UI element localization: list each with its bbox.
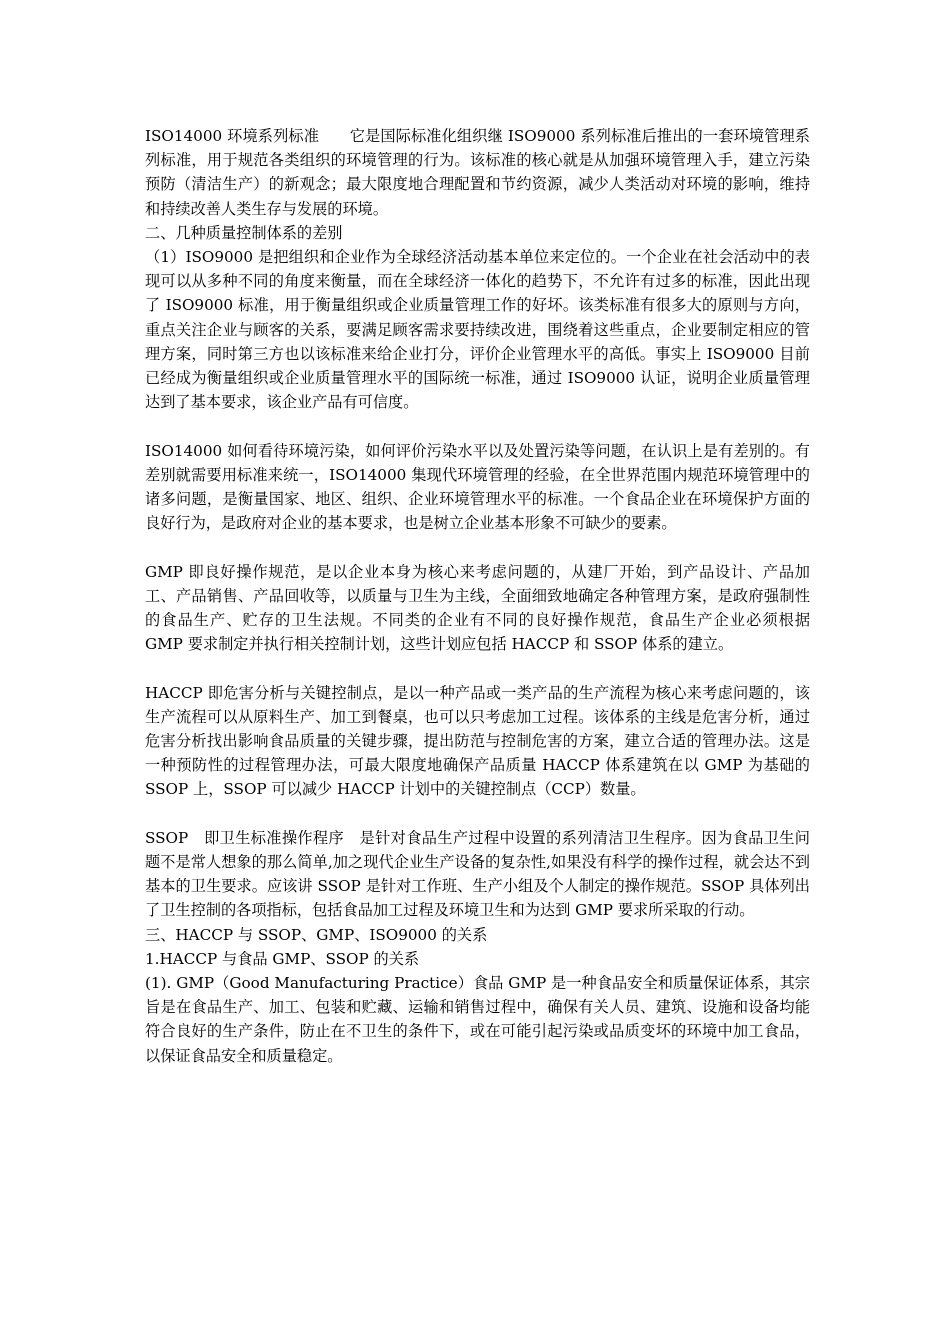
paragraph-spacer [145, 535, 810, 559]
paragraph-gmp: GMP 即良好操作规范，是以企业本身为核心来考虑问题的，从建厂开始，到产品设计、产品加工、产品销售、产品回收等，以质量与卫生为主线，全面细致地确定各种管理方案，是政府强制性的食品生产、贮存的卫生法规。不同类的企业有不同的良好操作规范，食品生产企业必须根据 GMP 要求制定并执行相关控制计划，这些计划应包括 HACCP 和 SSOP 体系的建立。 [145, 562, 810, 654]
subsection-heading-haccp-gmp-ssop: 1.HACCP 与食品 GMP、SSOP 的关系 [145, 949, 420, 968]
paragraph-gmp-definition: (1). GMP（Good Manufacturing Practice）食品 GMP 是一种食品安全和质量保证体系，其宗旨是在食品生产、加工、包装和贮藏、运输和销售过程中，确保有关人员、建筑、设施和设备均能符合良好的生产条件，防止在不卫生的条件下，或在可能引起污染或品质变坏的环境中加工食品，以保证食品安全和质量稳定。 [145, 974, 810, 1065]
paragraph-haccp: HACCP 即危害分析与关键控制点，是以一种产品或一类产品的生产流程为核心来考虑问题的，该生产流程可以从原料生产、加工到餐桌，也可以只考虑加工过程。该体系的主线是危害分析，通过危害分析找出影响食品质量的关键步骤，提出防范与控制危害的方案，建立合适的管理办法。这是一种预防性的过程管理办法，可最大限度地确保产品质量 HACCP 体系建筑在以 GMP 为基础的 SSOP 上，SSOP 可以减少 HACCP 计划中的关键控制点（CCP）数量。 [145, 683, 810, 799]
paragraph-iso14000-intro: ISO14000 环境系列标准 它是国际标准化组织继 ISO9000 系列标准后推出的一套环境管理系列标准，用于规范各类组织的环境管理的行为。该标准的核心就是从加强环境管理入手，建立污染预防（清洁生产）的新观念；最大限度地合理配置和节约资源，减少人类活动对环境的影响，维持和持续改善人类生存与发展的环境。 [145, 127, 810, 218]
document-body [145, 124, 810, 1068]
section-heading-differences: 二、几种质量控制体系的差别 [145, 223, 343, 242]
section-heading-relationship: 三、HACCP 与 SSOP、GMP、ISO9000 的关系 [145, 925, 488, 944]
paragraph-ssop: SSOP 即卫生标准操作程序 是针对食品生产过程中设置的系列清洁卫生程序。因为食品卫生问题不是常人想象的那么简单,加之现代企业生产设备的复杂性,如果没有科学的操作过程，就会达不到基本的卫生要求。应该讲 SSOP 是针对工作班、生产小组及个人制定的操作规范。SSOP 具体列出了卫生控制的各项指标，包括食品加工过程及环境卫生和为达到 GMP 要求所采取的行动。 [145, 828, 810, 920]
paragraph-spacer [145, 802, 810, 826]
paragraph-iso14000: ISO14000 如何看待环境污染，如何评价污染水平以及处置污染等问题，在认识上是有差别的。有差别就需要用标准来统一，ISO14000 集现代环境管理的经验，在全世界范围内规范环境管理中的诸多问题，是衡量国家、地区、组织、企业环境管理水平的标准。一个食品企业在环境保护方面的良好行为，是政府对企业的基本要求，也是树立企业基本形象不可缺少的要素。 [145, 441, 810, 533]
paragraph-iso9000: （1）ISO9000 是把组织和企业作为全球经济活动基本单位来定位的。一个企业在社会活动中的表现可以从多种不同的角度来衡量，而在全球经济一体化的趋势下，不允许有过多的标准，因此出现了 ISO9000 标准，用于衡量组织或企业质量管理工作的好坏。该类标准有很多大的原则与方向，重点关注企业与顾客的关系，要满足顾客需求要持续改进，围绕着这些重点，企业要制定相应的管理方案，同时第三方也以该标准来给企业打分，评价企业管理水平的高低。事实上 ISO9000 目前已经成为衡量组织或企业质量管理水平的国际统一标准，通过 ISO9000 认证，说明企业质量管理达到了基本要求，该企业产品有可信度。 [145, 248, 810, 412]
paragraph-spacer [145, 414, 810, 438]
paragraph-spacer [145, 656, 810, 680]
